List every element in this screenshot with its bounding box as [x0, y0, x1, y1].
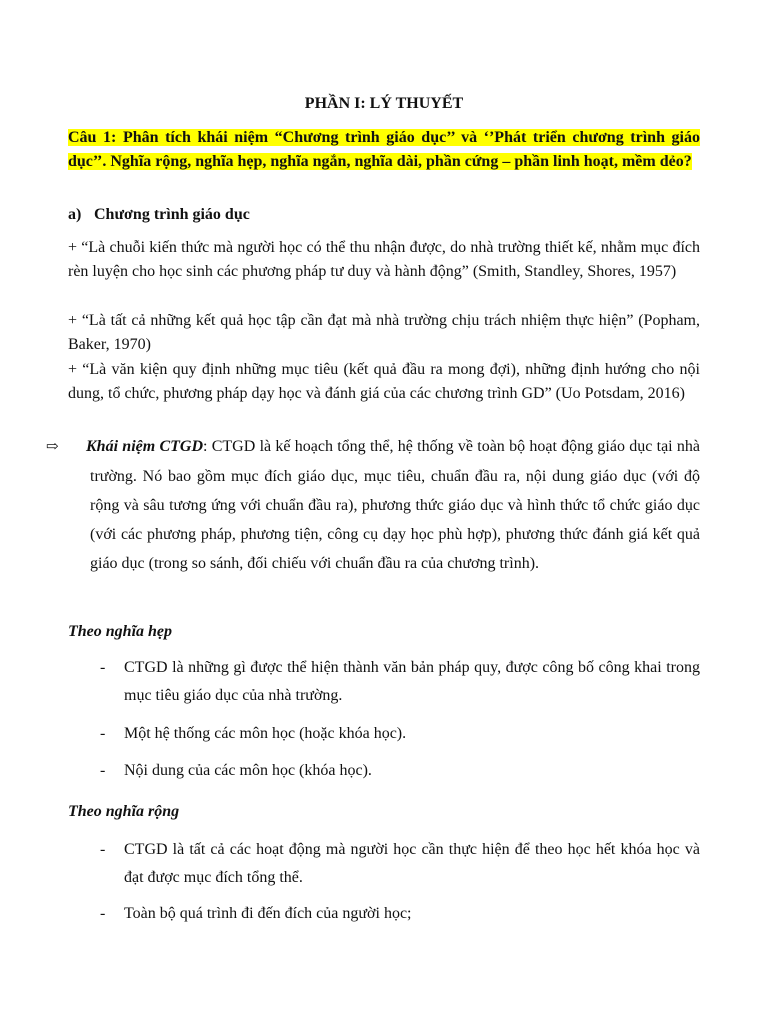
list-item-text: Một hệ thống các môn học (hoặc khóa học).	[124, 725, 407, 742]
concept-body	[46, 432, 700, 578]
list-item-text: Nội dung của các môn học (khóa học).	[124, 762, 372, 779]
bullet-dash: -	[100, 725, 106, 742]
section-a-title: Chương trình giáo dục	[94, 206, 250, 223]
list-item	[100, 720, 700, 748]
list-item	[100, 654, 700, 710]
question-1	[68, 126, 700, 174]
list-item-text: CTGD là tất cả các hoạt động mà người học cần thực hiện để theo học hết khóa học và đạt được mục đích tổng thể.	[124, 841, 700, 886]
arrow-right-icon: ⇨	[46, 439, 59, 455]
list-item-text: CTGD là những gì được thể hiện thành văn bản pháp quy, được công bố công khai trong mục tiêu giáo dục của nhà trường.	[124, 659, 700, 704]
list-item	[100, 836, 700, 892]
bullet-dash: -	[100, 841, 106, 858]
quote-paragraph	[68, 309, 700, 357]
narrow-heading: Theo nghĩa hẹp	[68, 623, 173, 640]
quote-text: + “Là tất cả những kết quả học tập cần đạt mà nhà trường chịu trách nhiệm thực hiện” (Popham, Baker, 1970)	[68, 312, 700, 353]
list-item	[100, 757, 700, 785]
list-item	[100, 900, 700, 928]
page-title: PHẦN I: LÝ THUYẾT	[304, 95, 464, 112]
quote-text: + “Là văn kiện quy định những mục tiêu (kết quả đầu ra mong đợi), những định hướng cho nội dung, tổ chức, phương pháp dạy học và đánh giá của các chương trình GD” (Uo Potsdam, 2016)	[68, 361, 700, 402]
question-1-text: Câu 1: Phân tích khái niệm “Chương trình giáo dục’’ và ‘’Phát triển chương trình giáo dục’’. Nghĩa rộng, nghĩa hẹp, nghĩa ngắn, nghĩa dài, phần cứng – phần linh hoạt, mềm dẻo?	[68, 129, 700, 170]
quote-paragraph	[68, 358, 700, 406]
concept-text: : CTGD là kế hoạch tổng thể, hệ thống về toàn bộ hoạt động giáo dục tại nhà trường. Nó bao gồm mục đích giáo dục, mục tiêu, chuẩn đầu ra, nội dung giáo dục (với độ rộng và sâu tương ứng với chuẩn đầu ra), phương thức giáo dục và hình thức tổ chức giáo dục (với các phương pháp, phương tiện, công cụ dạy học phù hợp), phương thức đánh giá kết quả giáo dục (trong so sánh, đối chiếu với chuẩn đầu ra của chương trình).	[90, 438, 700, 572]
quote-paragraph	[68, 236, 700, 284]
bullet-dash: -	[100, 762, 106, 779]
concept-definition	[46, 432, 700, 578]
section-a-label: a)	[68, 206, 82, 223]
list-item-text: Toàn bộ quá trình đi đến đích của người học;	[124, 905, 412, 922]
concept-term: Khái niệm CTGD	[86, 438, 204, 455]
bullet-dash: -	[100, 905, 106, 922]
section-a-heading	[68, 203, 700, 227]
broad-heading: Theo nghĩa rộng	[68, 803, 180, 820]
bullet-dash: -	[100, 659, 106, 676]
quote-text: + “Là chuỗi kiến thức mà người học có thể thu nhận được, do nhà trường thiết kế, nhằm mục đích rèn luyện cho học sinh các phương pháp tư duy và hành động” (Smith, Standley, Shores, 1957)	[68, 239, 700, 280]
